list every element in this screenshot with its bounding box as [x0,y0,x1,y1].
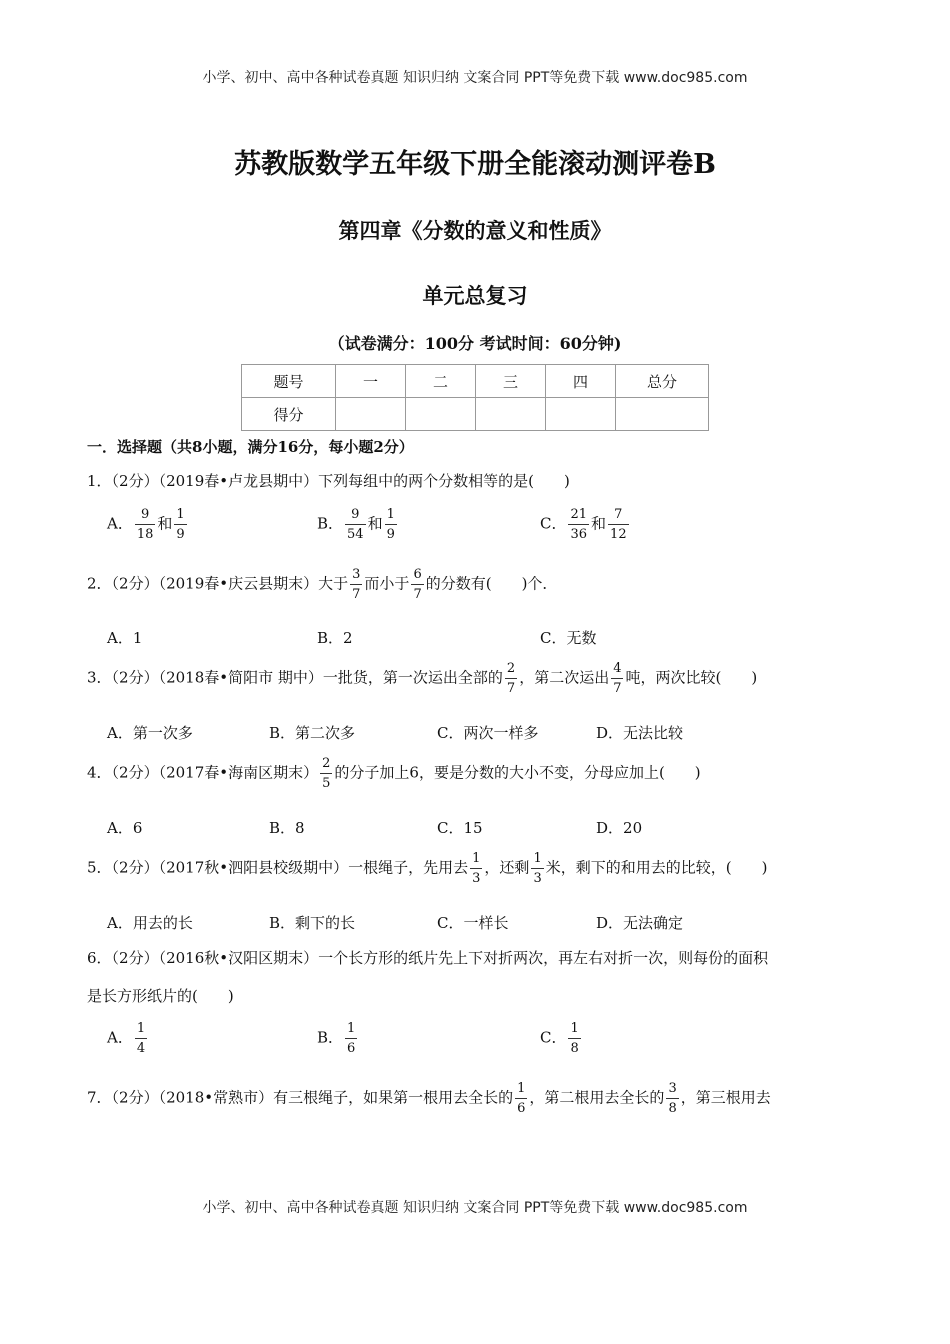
score-cell: 得分 [242,398,336,431]
score-cell: 三 [476,365,546,398]
question-points: （2分） [111,472,159,490]
fraction: $\frac{1}{3}$ [533,851,542,886]
option-b[interactable] [317,508,399,541]
question-number: 3． [87,668,112,687]
option-c[interactable] [540,508,631,541]
section-heading: 一．选择题（共8小题，满分16分，每小题2分） [87,438,414,456]
page-header: 小学、初中、高中各种试卷真题 知识归纳 文案合同 PPT等免费下载 www.doc985.com [202,70,748,86]
option-label: A． [107,1028,133,1047]
option-c[interactable]: C．一样长 [437,914,509,932]
option-b[interactable] [317,1022,359,1055]
score-input-cell[interactable] [546,398,616,431]
fraction: $\frac{7}{12}$ [610,507,627,542]
question-text: 一批货，第一次运出全部的 [322,668,503,687]
question-source: （2016秋•汉阳区期末） [158,949,319,967]
score-input-cell[interactable] [616,398,709,431]
question-points: （2分） [111,668,159,687]
option-a[interactable] [107,1022,149,1055]
fraction: $\frac{1}{4}$ [136,1021,146,1056]
option-b[interactable]: B．第二次多 [269,724,356,742]
question-text: ，还剩 [484,858,530,877]
fraction: $\frac{1}{9}$ [386,507,395,542]
score-cell: 总分 [616,365,709,398]
score-table-header-row [242,365,709,398]
question-5 [87,852,767,885]
question-source: （2017春•海南区期末） [158,763,319,782]
question-points: （2分） [111,1088,159,1107]
fraction: $\frac{4}{7}$ [613,661,622,696]
exam-title: 苏教版数学五年级下册全能滚动测评卷B [234,149,716,180]
option-label: C． [540,1028,567,1047]
question-text: 下列每组中的两个分数相等的是( ) [318,472,570,490]
score-cell: 二 [406,365,476,398]
question-text: ，第三根用去 [680,1088,771,1107]
question-7 [87,1082,771,1115]
score-input-cell[interactable] [406,398,476,431]
question-text: 一个长方形的纸片先上下对折两次，再左右对折一次，则每份的面积 [318,949,769,967]
question-number: 7． [87,1088,112,1107]
option-a[interactable]: A．第一次多 [107,724,193,742]
option-b[interactable]: B．2 [317,629,353,647]
fraction: $\frac{1}{8}$ [570,1021,579,1056]
fraction: $\frac{1}{6}$ [347,1021,356,1056]
score-input-cell[interactable] [476,398,546,431]
fraction: $\frac{9}{18}$ [136,507,154,542]
score-cell: 题号 [242,365,336,398]
question-points: （2分） [111,574,159,593]
question-text: 一根绳子，先用去 [348,858,469,877]
option-text: 和 [591,514,607,533]
question-text: 而小于 [364,574,410,593]
fraction: $\frac{6}{7}$ [413,567,422,602]
option-text: 和 [367,514,383,533]
fraction: $\frac{2}{5}$ [322,756,331,791]
question-points: （2分） [111,858,159,877]
option-label: B． [317,1028,344,1047]
option-label: B． [317,514,344,533]
option-c[interactable]: C．两次一样多 [437,724,539,742]
question-number: 4． [87,763,112,782]
fraction: $\frac{3}{7}$ [352,567,361,602]
fraction: $\frac{1}{6}$ [517,1081,526,1116]
question-text: 的分数有( )个． [425,574,558,593]
option-label: A． [107,514,133,533]
question-text: 有三根绳子，如果第一根用去全长的 [273,1088,514,1107]
option-c[interactable] [540,1022,583,1055]
question-number: 2． [87,574,112,593]
question-source: （2018•常熟市） [158,1088,274,1107]
exam-info: （试卷满分：100分 考试时间：60分钟) [328,334,622,353]
question-source: （2019春•卢龙县期中） [158,472,319,490]
option-b[interactable]: B．剩下的长 [269,914,356,932]
unit-title: 单元总复习 [422,283,528,308]
fraction: $\frac{2}{7}$ [506,661,516,696]
page-footer: 小学、初中、高中各种试卷真题 知识归纳 文案合同 PPT等免费下载 www.doc985.com [202,1200,748,1216]
option-b[interactable]: B．8 [269,819,305,837]
question-source: （2018春•简阳市 期中） [158,668,323,687]
chapter-title: 第四章《分数的意义和性质》 [338,218,612,243]
option-label: C． [540,514,567,533]
question-text: 大于 [318,574,349,593]
question-number: 5． [87,858,112,877]
option-c[interactable]: C．无数 [540,629,597,647]
fraction: $\frac{21}{36}$ [570,507,588,542]
option-d[interactable]: D．无法比较 [596,724,684,742]
option-c[interactable]: C．15 [437,819,483,837]
option-a[interactable]: A．6 [107,819,143,837]
option-d[interactable]: D．无法确定 [596,914,684,932]
fraction: $\frac{3}{8}$ [668,1081,677,1116]
option-d[interactable]: D．20 [596,819,643,837]
question-number: 1． [87,472,112,490]
question-source: （2017秋•泗阳县校级期中） [158,858,349,877]
fraction: $\frac{1}{3}$ [472,851,481,886]
score-cell: 一 [336,365,406,398]
question-text: ，第二次运出 [519,668,610,687]
score-input-cell[interactable] [336,398,406,431]
score-table [241,364,709,431]
option-text: 和 [157,514,173,533]
question-points: （2分） [111,949,159,967]
question-text: ，第二根用去全长的 [529,1088,665,1107]
question-number: 6． [87,949,112,967]
option-a[interactable]: A．用去的长 [107,914,193,932]
score-table-score-row [242,398,709,431]
question-3 [87,662,757,695]
question-6-continued: 是长方形纸片的( ) [87,987,234,1005]
question-2 [87,568,557,601]
question-points: （2分） [111,763,159,782]
score-cell: 四 [546,365,616,398]
question-1 [87,470,570,491]
question-6 [87,947,768,968]
fraction: $\frac{9}{54}$ [347,507,364,542]
fraction: $\frac{1}{9}$ [176,507,185,542]
question-text: 吨，两次比较( ) [625,668,758,687]
question-text: 米，剩下的和用去的比较，( ) [545,858,768,877]
question-text: 的分子加上6，要是分数的大小不变，分母应加上( ) [334,763,701,782]
question-source: （2019春•庆云县期末） [158,574,319,593]
option-a[interactable] [107,508,189,541]
question-4 [87,757,701,790]
option-a[interactable]: A．1 [107,629,143,647]
